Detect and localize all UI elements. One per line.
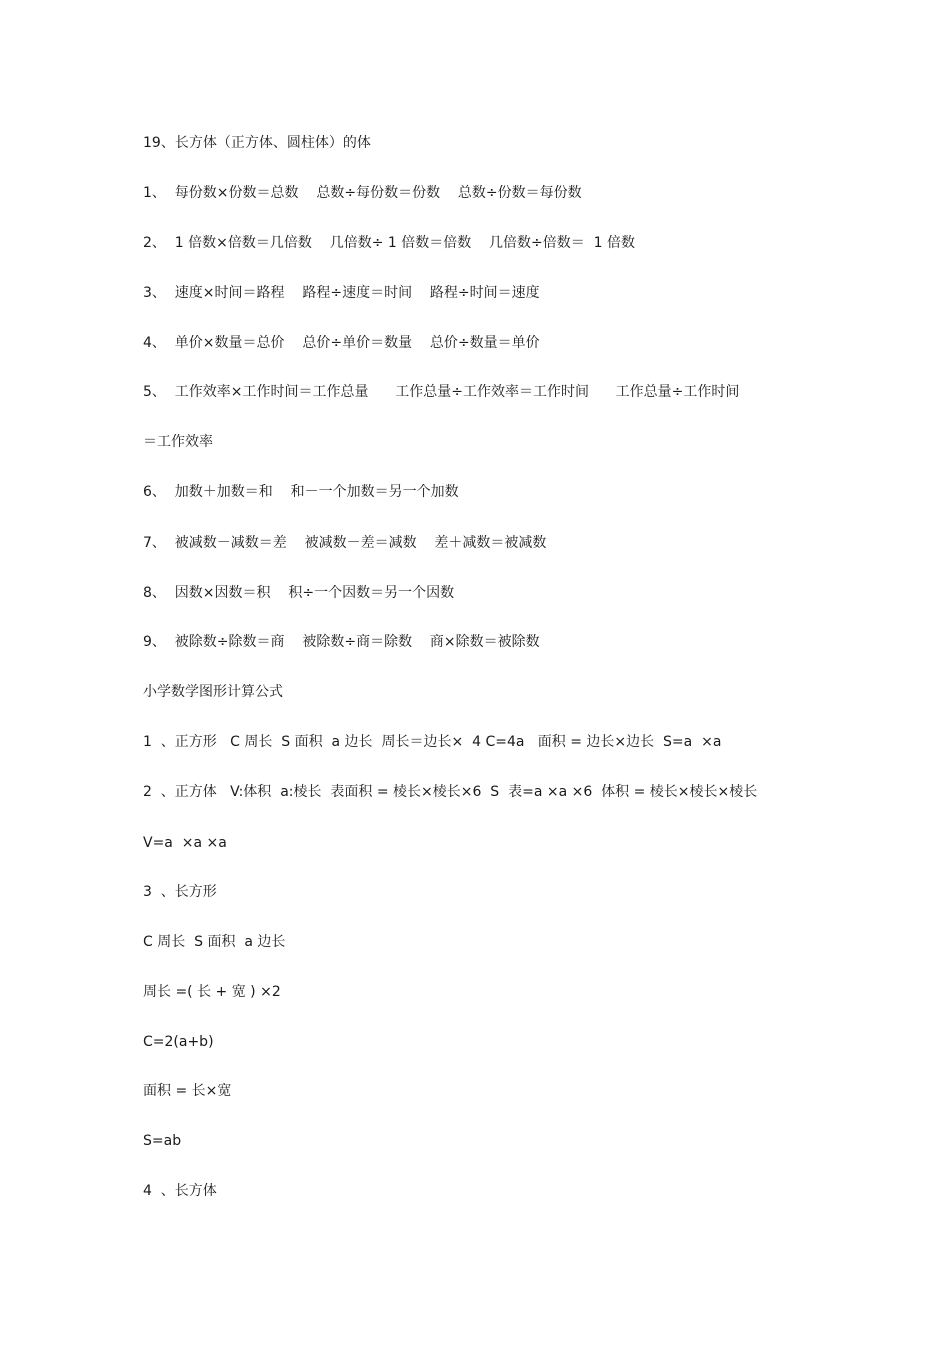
text-line: 9、 被除数÷除数＝商 被除数÷商＝除数 商×除数＝被除数: [143, 634, 540, 650]
text-line: 2、 1 倍数×倍数＝几倍数 几倍数÷ 1 倍数＝倍数 几倍数÷倍数＝ 1 倍数: [143, 235, 636, 251]
text-line: V=a ×a ×a: [143, 835, 227, 851]
text-line: 4 、长方体: [143, 1183, 217, 1199]
text-line: 8、 因数×因数＝积 积÷一个因数＝另一个因数: [143, 585, 455, 601]
text-line: S=ab: [143, 1133, 182, 1149]
section-heading: 小学数学图形计算公式: [143, 684, 283, 700]
text-line: 面积 = 长×宽: [143, 1083, 232, 1099]
text-line: 周长 =( 长 + 宽 ) ×2: [143, 984, 281, 1000]
text-line: 1 、正方形 C 周长 S 面积 a 边长 周长＝边长× 4 C=4a 面积 = 边长×边长 S=a ×a: [143, 734, 722, 750]
text-line: 4、 单价×数量＝总价 总价÷单价＝数量 总价÷数量＝单价: [143, 335, 540, 351]
text-line: 5、 工作效率×工作时间＝工作总量 工作总量÷工作效率＝工作时间 工作总量÷工作时间: [143, 384, 740, 400]
text-line: C=2(a+b): [143, 1034, 214, 1050]
text-line: 1、 每份数×份数＝总数 总数÷每份数＝份数 总数÷份数＝每份数: [143, 185, 582, 201]
text-line: 6、 加数＋加数＝和 和－一个加数＝另一个加数: [143, 484, 459, 500]
text-line: ＝工作效率: [143, 434, 213, 450]
text-line: C 周长 S 面积 a 边长: [143, 934, 286, 950]
text-line: 19、长方体（正方体、圆柱体）的体: [143, 135, 371, 151]
text-line: 2 、正方体 V:体积 a:棱长 表面积 = 棱长×棱长×6 S 表=a ×a ×6 体积 = 棱长×棱长×棱长: [143, 784, 758, 800]
text-line: 3、 速度×时间＝路程 路程÷速度＝时间 路程÷时间＝速度: [143, 285, 540, 301]
text-line: 7、 被减数－减数＝差 被减数－差＝减数 差＋减数＝被减数: [143, 535, 547, 551]
text-line: 3 、长方形: [143, 884, 217, 900]
